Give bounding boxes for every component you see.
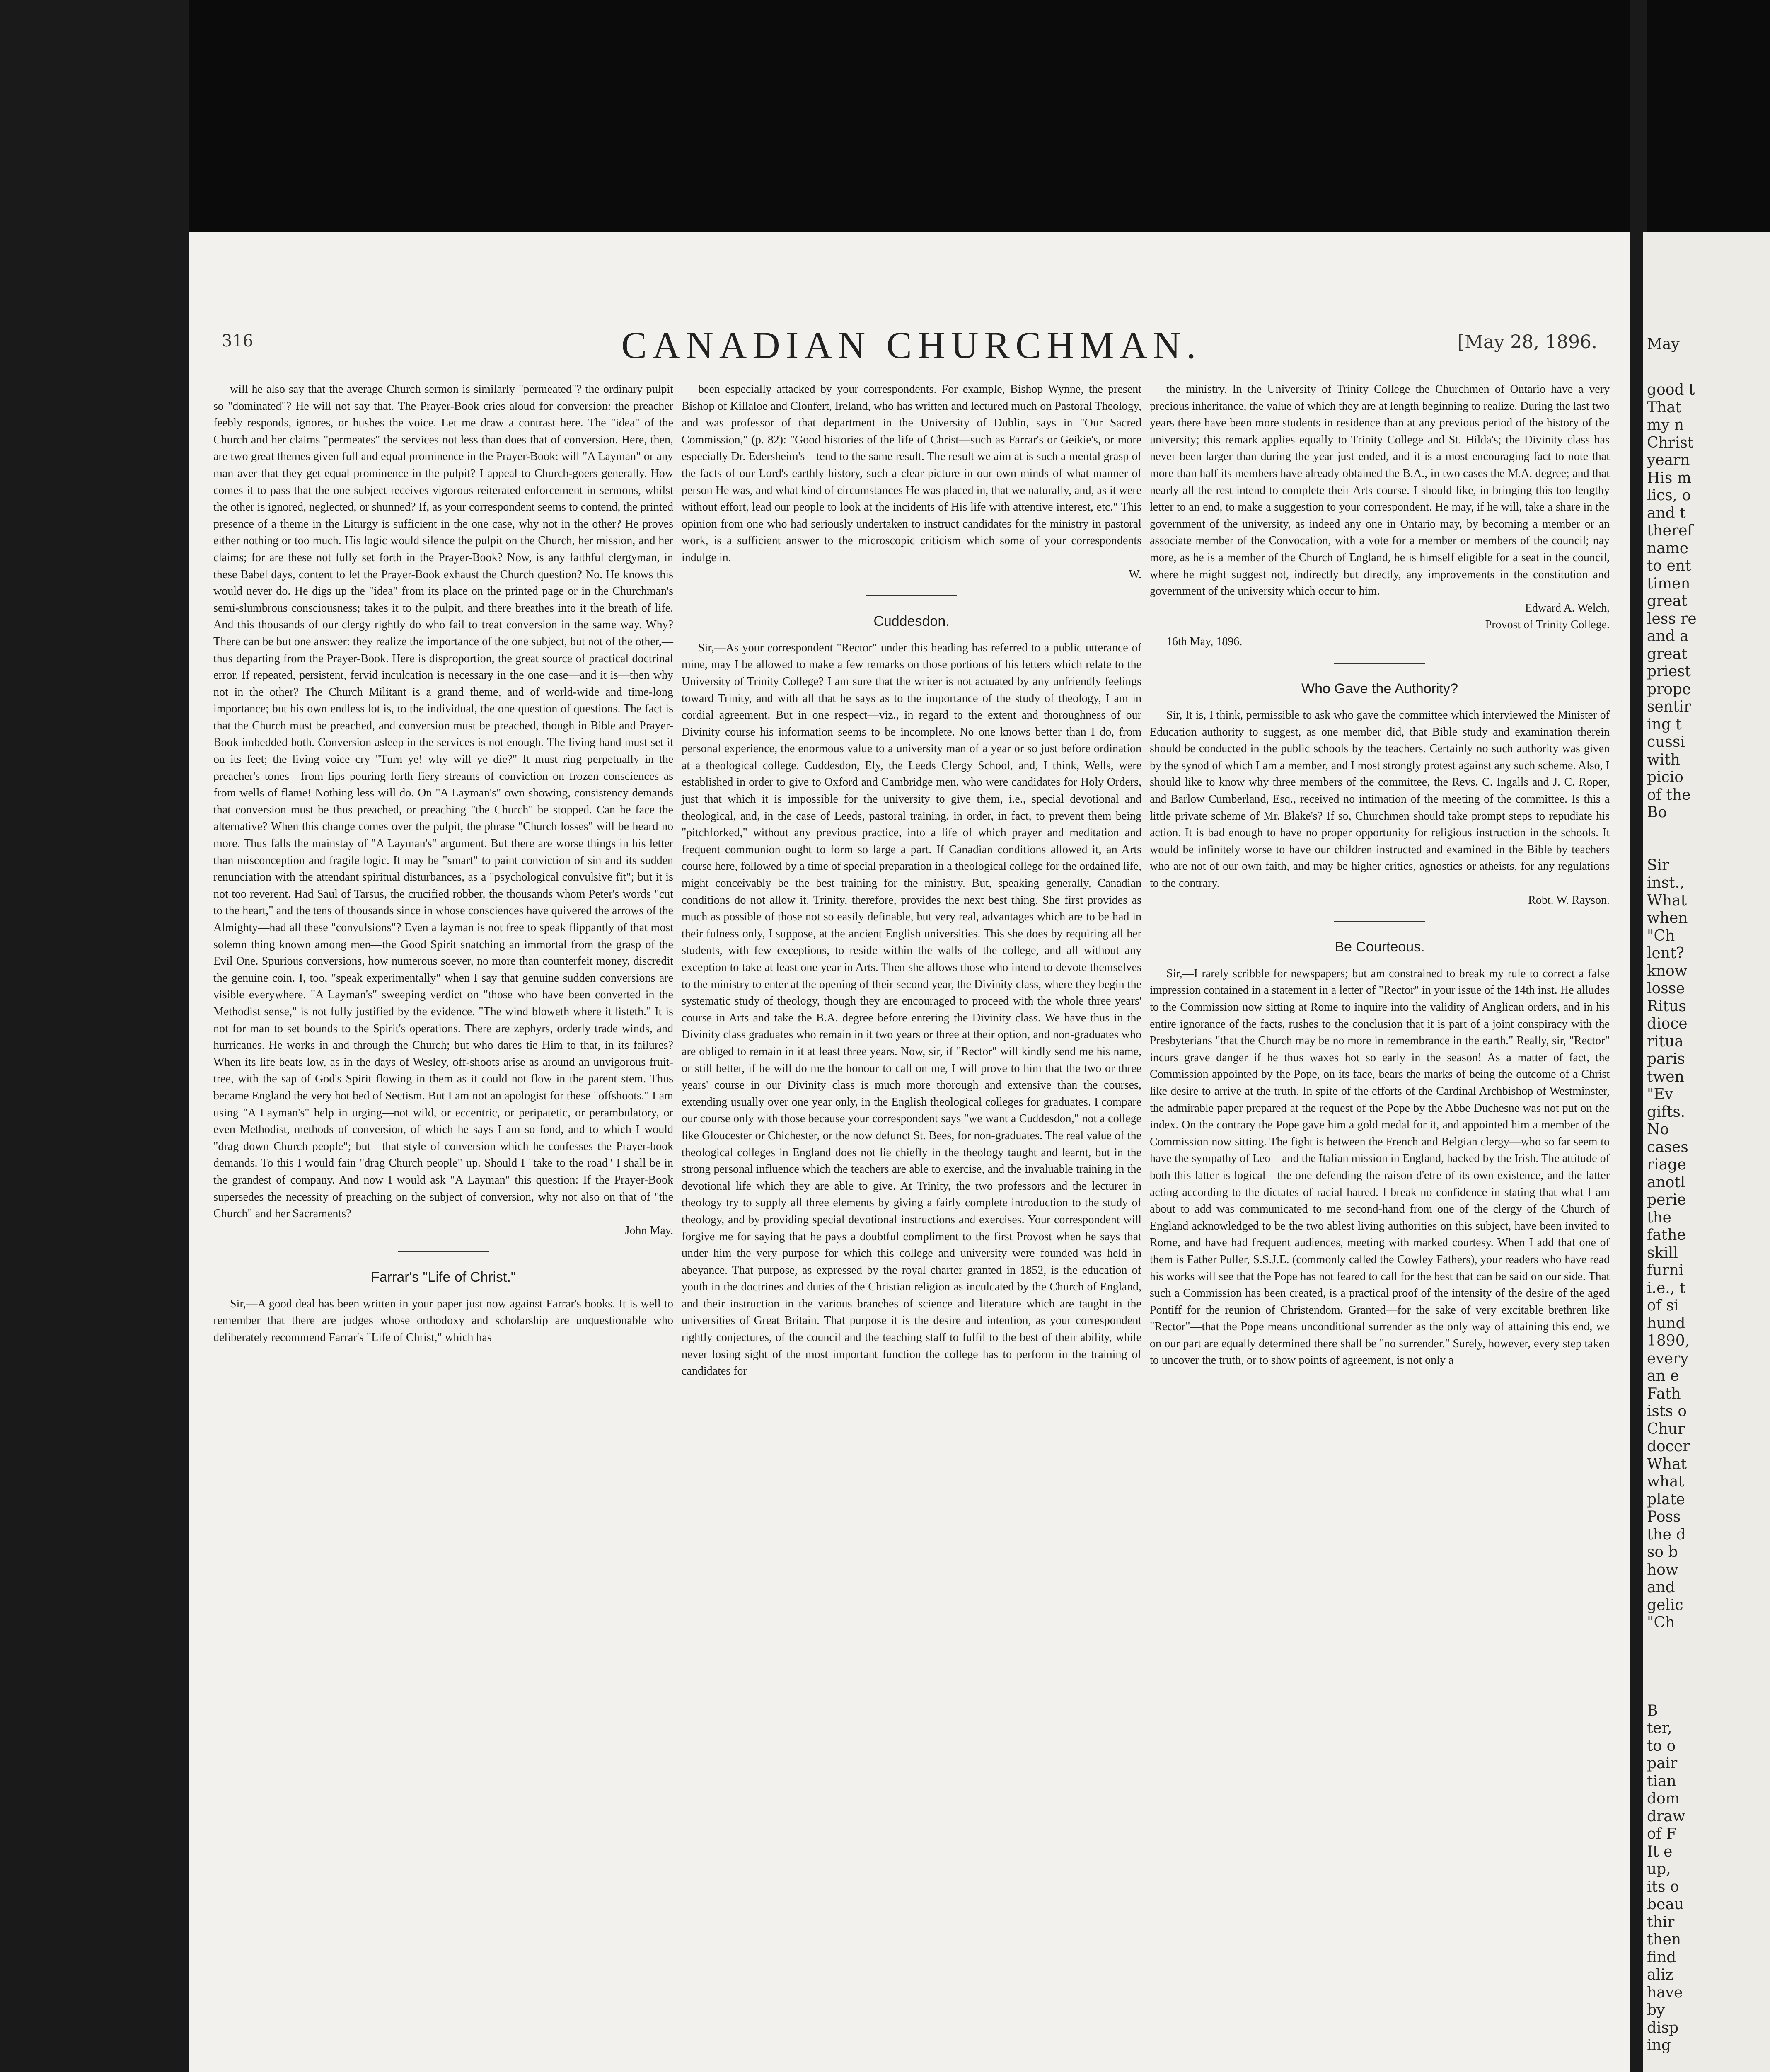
facing-page-fragment: to ent [1647, 557, 1691, 574]
facing-page-fragment: ritua [1647, 1033, 1683, 1050]
heading-be-courteous: Be Courteous. [1335, 939, 1425, 955]
facing-page-fragment: That [1647, 399, 1682, 416]
column-2 [682, 381, 1141, 1380]
facing-page-fragment: lics, o [1647, 487, 1691, 504]
signature-edward-welch: Edward A. Welch, [1525, 601, 1610, 615]
divider [866, 595, 957, 596]
facing-page-fragment: timen [1647, 575, 1690, 592]
facing-page-fragment: gifts. [1647, 1103, 1685, 1121]
facing-page-fragment: dom [1647, 1790, 1680, 1807]
page-header [189, 323, 1635, 366]
facing-page-fragment: have [1647, 1984, 1683, 2001]
divider [1334, 663, 1425, 664]
facing-page-fragment: "Ch [1647, 927, 1675, 944]
column-1 [213, 381, 673, 1346]
facing-page-fragment: find [1647, 1949, 1676, 1966]
letter-cuddesdon-continued: the ministry. In the University of Trinity College the Churchmen of Ontario have a very precious inheritance, the value of which they are at length beginning to realize. During the last two years there have been more students in residence than at any previous period of the history of the university; this remark applies equally to Trinity College and St. Hilda's; the Divinity class has never been larger than during the year just ended, and it is a most encouraging fact to note that more than half its members have already obtained the B.A., in two cases the M.A. degree; and that nearly all the rest intend to complete their Arts course. I should like, in bringing this too lengthy letter to an end, to make a suggestion to your correspondent. He may, if he will, take a share in the government of the university, as indeed any one in Ontario may, by becoming a member or an associate member of the Convocation, with a vote for a member or members of the council; nay more, as he is a member of the Church of England, he is himself eligible for a seat in the council, where he might suggest not, indirectly but directly, any improvements in the constitution and government of the university which occur to him. [1150, 383, 1610, 598]
facing-page-fragment: Sir [1647, 857, 1669, 874]
facing-page-fragment: fathe [1647, 1227, 1686, 1244]
facing-page-fragment: yearn [1647, 452, 1690, 469]
facing-page-fragment: the d [1647, 1526, 1686, 1543]
facing-page-fragment: Bo [1647, 804, 1667, 821]
facing-page-fragment: and a [1647, 628, 1689, 645]
binding-shadow-left [0, 0, 189, 2072]
facing-page-fragment: furni [1647, 1262, 1684, 1279]
facing-page-fragment: cases [1647, 1138, 1688, 1156]
facing-page-fragment: gelic [1647, 1596, 1683, 1614]
facing-page-fragment: docer [1647, 1438, 1690, 1455]
facing-page-fragment: of the [1647, 786, 1691, 804]
facing-page-fragment: Ritus [1647, 997, 1686, 1015]
facing-page-fragment: ists o [1647, 1403, 1687, 1420]
facing-page-fragment: paris [1647, 1051, 1685, 1067]
issue-date: [May 28, 1896. [1457, 332, 1597, 353]
signature-robt-rayson: Robt. W. Rayson. [1528, 893, 1610, 907]
facing-page-fragment: lent? [1647, 945, 1684, 962]
facing-page-fragment: good t [1647, 381, 1695, 398]
facing-page-fragment: Poss [1647, 1508, 1681, 1525]
facing-page-fragment: ing t [1647, 716, 1682, 733]
facing-page-fragment: anotl [1647, 1174, 1685, 1191]
letter-farrar-text: Sir,—A good deal has been written in your paper just now against Farrar's books. It is well to remember that there are judges whose orthodoxy and scholarship are unquestionable who deliberately recommend Farrar's "Life of Christ," which has [213, 1297, 673, 1344]
facing-page-fragment: i.e., t [1647, 1279, 1686, 1297]
heading-cuddesdon: Cuddesdon. [873, 613, 950, 629]
facing-page-fragment: "Ch [1647, 1614, 1675, 1631]
facing-page-fragment: inst., [1647, 874, 1685, 891]
facing-page-fragment: theref [1647, 522, 1693, 539]
facing-page-fragment: and t [1647, 504, 1686, 522]
letter-farrar-continued: been especially attacked by your correspondents. For example, Bishop Wynne, the present Bishop of Killaloe and Clonfert, Ireland, who has written and lectured much on Pastoral Theology, and was professor of that department in the University of Dublin, says in "Our Sacred Commission," (p. 82): "Good histories of the life of Christ—such as Farrar's or Geikie's, or more especially Dr. Edersheim's—tend to the same result. The result we aim at is such a mental grasp of the facts of our Lord's earthly history, such a clear picture in our own minds of what manner of person He was, and what kind of circumstances He was placed in, that we naturally, and, as it were without effort, lead our people to look at the incidents of His life with attentive interest, etc." This opinion from one who had seriously undertaken to instruct candidates for the ministry in pastoral work, is a sufficient answer to the microscopic criticism which some of your correspondents indulge in. [682, 383, 1141, 564]
facing-page-fragment: disp [1647, 2019, 1679, 2036]
facing-page-fragment: priest [1647, 663, 1691, 680]
facing-page-fragment: less re [1647, 610, 1697, 627]
facing-page-fragment: Christ [1647, 434, 1694, 451]
facing-page-fragment: what [1647, 1473, 1684, 1490]
facing-page-fragment: how [1647, 1561, 1678, 1578]
facing-page-fragment: its o [1647, 1878, 1679, 1895]
facing-page-fragment: up, [1647, 1861, 1671, 1878]
letter-conversion-text: will he also say that the average Church sermon is similarly "permeated"? the ordinary pulpit so "dominated"? He will not say that. The Prayer-Book cries aloud for conversion: the preacher feebly responds, ignores, or hushes the voice. Let me draw a contrast here. The "idea" of the Church and her claims "permeates" the services not less than does that of conversion. Here, then, are two great themes given full and equal prominence in the Prayer-Book: will "A Layman" or any man aver that they get equal prominence in the pulpit? I appeal to Church-goers generally. How comes it to pass that the one subject receives vigorous reiterated enforcement in sermons, whilst the other is ignored, neglected, or shunned? If, as your correspondent seems to contend, the printed presence of a theme in the Liturgy is sufficient in the one case, why not in the other? He proves either nothing or too much. His logic would silence the pulpit on the Church, her mission, and her claims; for are these not fully set forth in the Prayer-Book? Now, is any faithful clergyman, in these Babel days, content to let the Prayer-Book exhaust the Church question? No. He knows this would never do. He digs up the "idea" from its place on the printed page or in the Churchman's semi-slumbrous consciousness; takes it to the pulpit, and there breathes into it the breath of life. And this thousands of our clergy rightly do who fail to treat conversion in the same way. Why? There can be but one answer: they realize the importance of the one subject, but not of the other,—thus departing from the Prayer-Book. Here is disproportion, the great source of practical doctrinal error. If repeated, persistent, fervid inculcation is necessary in the one case—and it is—then why not in the other? The Church Militant is a grand theme, and of world-wide and time-long importance; but his own endless lot is, to the individual, the one question of questions. The fact is that the Church must be preached, and conversion must be preached, though in Bible and Prayer-Book imbedded both. Conversion asleep in the services is not enough. The living hand must set it on its feet; the living voice cry "Turn ye! why will ye die?" It must ring perpetually in the preacher's tones—from lips pouring forth fiery streams of conviction on frozen consciences as from wells of flame! Nothing less will do. On "A Layman's" own showing, consistency demands that conversion must be thus preached, or preaching "the Church" be stopped. Can he face the alternative? When this change comes over the pulpit, the phrase "Church losses" will be heard no more. Thus falls the mainstay of "A Layman's" argument. But there are worse things in his letter than misconception and fragile logic. It may be "smart" to paint conviction of sin and its sudden renunciation with the attendant spiritual disturbances, as a "psychological convulsive fit"; but it is not too reverent. Had Saul of Tarsus, the crucified robber, the thousands whom Peter's words "cut to the heart," and the tens of thousands since in whose consciences have quivered the arrows of the Almighty—had all these "convulsions"? Even a layman is not free to speak flippantly of that most solemn thing known among men—the Good Spirit snatching an immortal from the grasp of the Evil One. Spurious conversions, how numerous soever, no more than counterfeit money, discredit the genuine coin. I, too, "speak experimentally" when I say that genuine sudden conversions are visible everywhere. "A Layman's" sweeping verdict on "those who have been converted in the Methodist sense," is not fully justified by the evidence. "The wind bloweth where it listeth." It is not for man to set bounds to the Spirit's operations. There are zephyrs, orderly trade winds, and hurricanes. He works in and through the Church; but who dares tie Him to that, in its failures? When its life beats low, as in the days of Wesley, off-shoots arise as around an unvigorous fruit-tree, with the sap of God's Spirit flowing in them as it could not flow in the parent stem. Thus became England the very hot bed of Sectism. But I am not an apologist for these "offshoots." I am using "A Layman's" help in urging—not wild, or eccentric, or peripatetic, or perambulatory, or even Methodist, methods of conversion, of which he says I am so fond, and to which I would "drag down Church people"; but—that style of conversion which he confesses the Prayer-book demands. To this I would fain "drag Church people" up. Should I "take to the road" I shall be in the grandest of company. And now I would ask "A Layman" this question: If the Prayer-Book supersedes the necessity of preaching on the subject of conversion, why not also on that of "the Church" and her Sacraments? [213, 383, 673, 1220]
facing-page-fragment: 1890, [1647, 1332, 1690, 1349]
facing-page-fragment: every [1647, 1350, 1689, 1367]
facing-page-fragment: riage [1647, 1156, 1686, 1173]
divider [398, 1251, 489, 1252]
facing-page-fragment: What [1647, 892, 1687, 909]
signature-w: W. [1129, 568, 1141, 581]
facing-page-fragment: by [1647, 2002, 1665, 2019]
page-number: 316 [222, 332, 254, 351]
newspaper-page [189, 232, 1635, 2072]
facing-page-fragment: skill [1647, 1244, 1678, 1261]
facing-page-fragment: then [1647, 1931, 1681, 1948]
facing-page-fragment: sentir [1647, 698, 1691, 715]
facing-page-fragment: great [1647, 593, 1688, 610]
facing-page-fragment: tian [1647, 1772, 1676, 1790]
heading-farrars-life-of-christ: Farrar's "Life of Christ." [371, 1269, 516, 1285]
facing-page-fragment: when [1647, 910, 1688, 927]
facing-page-fragment: B [1647, 1702, 1658, 1719]
divider [1334, 921, 1425, 922]
facing-page-fragment: an e [1647, 1368, 1679, 1385]
facing-page-fragment: ing [1647, 2037, 1671, 2054]
facing-page-fragment: with [1647, 751, 1680, 768]
facing-page-fragment: plate [1647, 1491, 1685, 1508]
facing-page-fragment: name [1647, 540, 1689, 557]
facing-page-fragment: draw [1647, 1808, 1685, 1825]
facing-page-fragment: Fath [1647, 1385, 1681, 1402]
letter-date: 16th May, 1896. [1166, 635, 1243, 648]
facing-page-fragment: aliz [1647, 1966, 1673, 1983]
facing-page-fragment: dioce [1647, 1015, 1688, 1032]
facing-page-fragment: It e [1647, 1843, 1673, 1860]
facing-page-fragment: of F [1647, 1825, 1677, 1842]
letter-cuddesdon-text: Sir,—As your correspondent "Rector" under this heading has referred to a public utterance of mine, may I be allowed to make a few remarks on those portions of his letters which relate to the University of Trinity College? I am sure that the writer is not actuated by any unfriendly feelings toward Trinity, and with all that he says as to the importance of the study of theology, I am in cordial agreement. But in one respect—viz., in regard to the extent and thoroughness of our Divinity course his information seems to be incomplete. No one knows better than I do, from personal experience, the enormous value to a university man of a year or so just before ordination at a theological college. Cuddesdon, Ely, the Leeds Clergy School, and, I think, Wells, were established in order to give to Oxford and Cambridge men, who were candidates for Holy Orders, just that which it is impossible for the university to give them, i.e., special devotional and theological, and, in the case of Leeds, pastoral training, in order, in fact, to prevent them being "pitchforked," without any previous practice, into a life of which prayer and meditation and frequent communion ought to form so large a part. If Canadian conditions allowed it, an Arts course here, followed by a time of special preparation in a theological college for the ordained life, might conceivably be the best training for the ministry. But, speaking generally, Canadian conditions do not allow it. Trinity, therefore, provides the next best thing. She first provides as much as possible of those not so easily definable, but very real, advantages which are to be had in their fulness only, I suppose, at the ancient English universities. This she does by requiring all her students, with few exceptions, to reside within the walls of the college, and all without any exception to take at least one year in Arts. Then she allows those who intend to devote themselves to the ministry to enter at the opening of their second year, the Divinity class, where they begin the systematic study of theology, though they are encouraged to proceed with the whole three years' course in Arts and take the B.A. degree before entering the Divinity class. We have thus in the Divinity class graduates who remain in it two years or three at their option, and non-graduates who are obliged to remain in it at least three years. Now, sir, if "Rector" will kindly send me his name, or still better, if he will do me the honour to call on me, I will prove to him that the two or three years' course in our Divinity class is much more thorough and extensive than the courses, extending usually over one year only, in the English theological colleges for graduates. I compare our course only with those because your correspondent says "we want a Cuddesdon," not a college like Gloucester or Chichester, or the now defunct St. Bees, for non-graduates. The real value of the theological colleges in England does not lie chiefly in the theology taught and learnt, but in the strong personal influence which the teachers are able to exercise, and the invaluable training in the devotional life which they are able to give. At Trinity, the two professors and the lecturer in theology try to supply all three elements by giving a fairly complete introduction to the study of theology, and by providing special devotional instructions and exercises. Your correspondent will forgive me for saying that he pays a doubtful compliment to the first Provost when he says that under him the very purpose for which this college and university were founded was held in abeyance. That purpose, as expressed by the royal charter granted in 1852, is the education of youth in the doctrines and duties of the Christian religion as inculcated by the Church of England, and their instruction in the various branches of science and literature which are taught in the universities of Great Britain. That purpose it is the desire and intention, as your correspondent rightly conjectures, of the council and the teaching staff to fulfil to the best of their ability, while never losing sight of the most important function the college has to perform in the training of candidates for [682, 641, 1141, 1378]
facing-page-fragment: to o [1647, 1737, 1676, 1755]
signature-john-may: John May. [625, 1224, 673, 1237]
facing-page-fragment: His m [1647, 469, 1691, 487]
facing-page-fragment: May [1647, 336, 1680, 353]
facing-page-fragment: losse [1647, 980, 1685, 997]
facing-page-fragment: What [1647, 1455, 1687, 1473]
facing-page-fragment: cussi [1647, 733, 1685, 750]
facing-page-fragment: No [1647, 1121, 1669, 1138]
facing-page-fragment: hund [1647, 1314, 1685, 1332]
heading-who-gave-the-authority: Who Gave the Authority? [1301, 680, 1458, 697]
facing-page-fragment: picio [1647, 769, 1683, 786]
facing-page-fragment: know [1647, 962, 1688, 980]
facing-page-fragment: ter, [1647, 1720, 1672, 1737]
column-3 [1150, 381, 1610, 1369]
facing-page-fragment: the [1647, 1209, 1671, 1226]
facing-page-fragment: of si [1647, 1297, 1679, 1314]
letter-courteous-text: Sir,—I rarely scribble for newspapers; but am constrained to break my rule to correct a false impression contained in a statement in a letter of "Rector" in your issue of the 14th inst. He alludes to the Commission now sitting at Rome to inquire into the validity of Anglican orders, and in his entire ignorance of the facts, rushes to the conclusion that it is part of a joint conspiracy with the Presbyterians "that the Church may be no more in remembrance in the earth." Really, sir, "Rector" incurs grave danger if he thus waxes hot so early in the season! As a matter of fact, the Commission appointed by the Pope, on its face, bears the marks of being the outcome of a Christ like desire to arrive at the truth. In spite of the efforts of the Cardinal Archbishop of Westminster, the admirable paper prepared at the request of the Pope by the Abbe Duchesne was not put on the index. On the contrary the Pope gave him a gold medal for it, and appointed him a member of the Commission now sitting. The fight is between the French and Belgian clergy—who so far seem to have the sympathy of Leo—and the Italian mission in England, backed by the Irish. The attitude of both this latter is logical—the one defending the raison d'etre of its own existence, and the latter acting according to the dictates of racial hatred. I break no confidence in stating that what I am about to add was communicated to me second-hand from one of the clergy of the Church of England acknowledged to be the two ablest living authorities on this subject, have been invited to Rome, and have had frequent audiences, meeting with marked courtesy. When I add that one of them is Father Puller, S.S.J.E. (commonly called the Cowley Fathers), your readers who have read his works will see that the Pope has not feared to call for the best that can be said on our side. That such a Commission has been created, is a practical proof of the intensity of the desire of the aged Pontiff for the reunion of Christendom. Granted—for the sake of very excitable brethren like "Rector"—that the Pope means unconditional surrender as the only way of attaining this end, we on our part are equally determined there shall be "no surrender." Surely, however, every step taken to uncover the truth, or to show points of agreement, is not only a [1150, 967, 1610, 1367]
facing-page-fragment: thir [1647, 1913, 1675, 1931]
facing-page-fragment: pair [1647, 1755, 1678, 1772]
facing-page-fragment: great [1647, 645, 1688, 663]
facing-page-fragment: prope [1647, 680, 1691, 698]
facing-page-edge [1643, 232, 1770, 2072]
letter-authority-text: Sir, It is, I think, permissible to ask who gave the committee which interviewed the Minister of Education authority to suggest, as one member did, that Bible study and examination therein should be conducted in the public schools by the teachers. Certainly no such authority was given by the synod of which I am a member, and I most strongly protest against any such scheme. Also, I should like to know why three members of the committee, the Revs. C. Ingalls and J. C. Roper, and Barlow Cumberland, Esq., received no intimation of the meeting of the committee. Is this a little private scheme of Mr. Blake's? If so, Churchmen should take prompt steps to repudiate his action. It is bad enough to have no proper opportunity for religious instruction in the schools. It would be infinitely worse to have our children instructed and examined in the Bible by teachers who are not of our own faith, and may be higher critics, agnostics or atheists, for any regulations to the contrary. [1150, 709, 1610, 890]
facing-page-fragment: Chur [1647, 1420, 1685, 1438]
masthead: CANADIAN CHURCHMAN. [621, 324, 1202, 366]
signature-title-provost: Provost of Trinity College. [1485, 618, 1610, 632]
facing-page-fragment: and [1647, 1579, 1675, 1596]
facing-page-fragment: "Ev [1647, 1086, 1673, 1103]
facing-page-fragment: so b [1647, 1544, 1678, 1561]
facing-page-fragment: beau [1647, 1896, 1684, 1913]
facing-page-fragment: twen [1647, 1068, 1684, 1085]
facing-page-fragment: my n [1647, 416, 1684, 433]
facing-page-fragment: perie [1647, 1191, 1686, 1208]
